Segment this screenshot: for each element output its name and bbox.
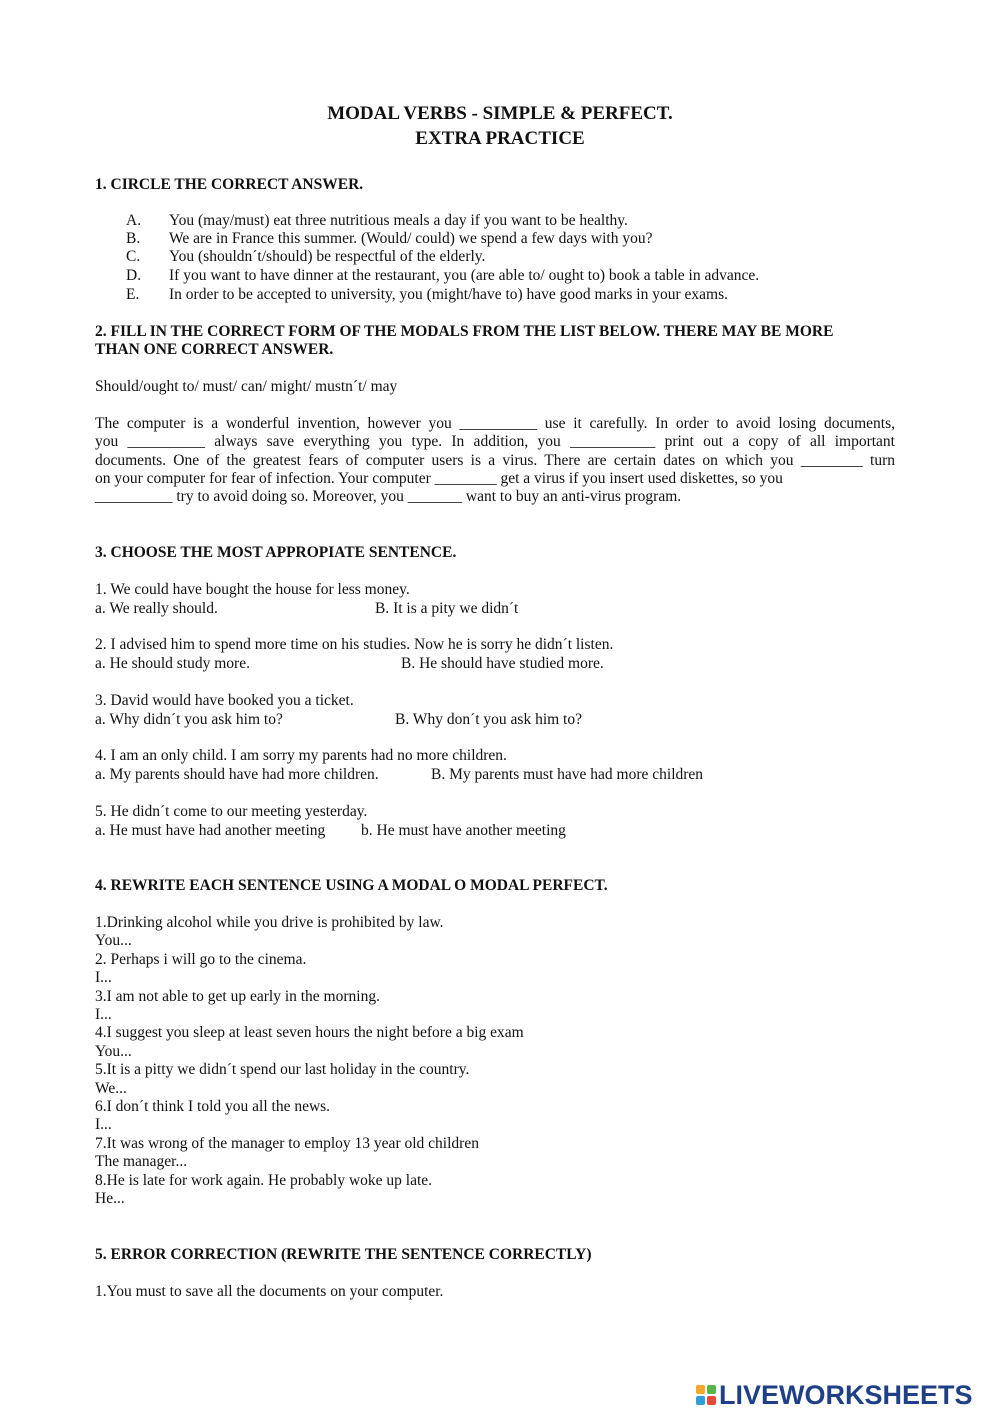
logo-square [707, 1396, 716, 1405]
item-letter: D. [126, 267, 142, 284]
rewrite-sentence: 6.I don´t think I told you all the news. [95, 1098, 331, 1115]
logo-square [707, 1385, 716, 1394]
option-b: B. He should have studied more. [401, 655, 604, 672]
option-a: a. Why didn´t you ask him to? [95, 711, 283, 728]
option-a: a. My parents should have had more children. [95, 766, 379, 783]
paragraph-line: on your computer for fear of infection. Your computer ________ get a virus if you insert used diskettes, so you [95, 469, 783, 487]
option-b: b. He must have another meeting [361, 822, 566, 839]
rewrite-start: You... [95, 932, 132, 949]
option-a: a. We really should. [95, 600, 218, 617]
section2-heading-line2: THAN ONE CORRECT ANSWER. [95, 341, 334, 358]
item-letter: C. [126, 248, 141, 265]
item-letter: B. [126, 230, 141, 247]
rewrite-sentence: 8.He is late for work again. He probably woke up late. [95, 1172, 433, 1189]
item-text: In order to be accepted to university, you (might/have to) have good marks in your exams. [169, 286, 728, 303]
paragraph-line: documents. One of the greatest fears of computer users is a virus. There are certain dates on which you ________ turn [95, 451, 895, 469]
question-text: 2. I advised him to spend more time on his studies. Now he is sorry he didn´t listen. [95, 636, 614, 653]
question-text: 4. I am an only child. I am sorry my parents had no more children. [95, 747, 507, 764]
section1-heading: 1. CIRCLE THE CORRECT ANSWER. [95, 176, 364, 193]
fill-in-paragraph [95, 415, 895, 506]
rewrite-sentence: 5.It is a pitty we didn´t spend our last holiday in the country. [95, 1061, 470, 1078]
question-text: 5. He didn´t come to our meeting yesterday. [95, 803, 368, 820]
page-subtitle: EXTRA PRACTICE [415, 128, 585, 149]
section3-heading: 3. CHOOSE THE MOST APPROPIATE SENTENCE. [95, 544, 457, 561]
item-letter: E. [126, 286, 140, 303]
section5-heading: 5. ERROR CORRECTION (REWRITE THE SENTENCE CORRECTLY) [95, 1246, 592, 1263]
rewrite-start: The manager... [95, 1153, 188, 1170]
item-text: You (may/must) eat three nutritious meals a day if you want to be healthy. [169, 212, 628, 229]
question-text: 3. David would have booked you a ticket. [95, 692, 354, 709]
rewrite-start: I... [95, 1116, 112, 1133]
rewrite-sentence: 7.It was wrong of the manager to employ 13 year old children [95, 1135, 479, 1152]
paragraph-line: __________ try to avoid doing so. Moreover, you _______ want to buy an anti-virus program. [95, 488, 682, 506]
item-letter: A. [126, 212, 142, 229]
page-title: MODAL VERBS - SIMPLE & PERFECT. [327, 103, 673, 124]
logo-grid-icon [696, 1385, 716, 1405]
modal-word-list: Should/ought to/ must/ can/ might/ mustn´t/ may [95, 378, 398, 395]
option-b: B. My parents must have had more children [431, 766, 704, 783]
option-a: a. He must have had another meeting [95, 822, 326, 839]
item-text: You (shouldn´t/should) be respectful of the elderly. [169, 248, 486, 265]
item-text: We are in France this summer. (Would/ could) we spend a few days with you? [169, 230, 653, 247]
rewrite-sentence: 1.Drinking alcohol while you drive is prohibited by law. [95, 914, 444, 931]
rewrite-sentence: 4.I suggest you sleep at least seven hours the night before a big exam [95, 1024, 524, 1041]
option-a: a. He should study more. [95, 655, 250, 672]
rewrite-start: I... [95, 969, 112, 986]
option-b: B. Why don´t you ask him to? [395, 711, 582, 728]
rewrite-sentence: 2. Perhaps i will go to the cinema. [95, 951, 307, 968]
paragraph-line: The computer is a wonderful invention, however you __________ use it carefully. In order to avoid losing documents, [95, 415, 895, 432]
logo-square [696, 1396, 705, 1405]
rewrite-start: I... [95, 1006, 112, 1023]
rewrite-start: We... [95, 1080, 127, 1097]
item-text: If you want to have dinner at the restaurant, you (are able to/ ought to) book a table in advance. [169, 267, 760, 284]
rewrite-start: You... [95, 1043, 132, 1060]
error-sentence: 1.You must to save all the documents on your computer. [95, 1283, 444, 1300]
logo-square [696, 1385, 705, 1394]
logo-text: LIVEWORKSHEETS [719, 1379, 973, 1410]
question-text: 1. We could have bought the house for less money. [95, 581, 410, 598]
rewrite-sentence: 3.I am not able to get up early in the morning. [95, 988, 380, 1005]
section2-heading-line1: 2. FILL IN THE CORRECT FORM OF THE MODALS FROM THE LIST BELOW. THERE MAY BE MORE [95, 323, 834, 340]
liveworksheets-logo [696, 1378, 973, 1412]
section4-heading: 4. REWRITE EACH SENTENCE USING A MODAL O MODAL PERFECT. [95, 877, 608, 894]
rewrite-start: He... [95, 1190, 125, 1207]
option-b: B. It is a pity we didn´t [375, 600, 519, 617]
paragraph-line: you __________ always save everything you type. In addition, you ___________ print out a copy of all important [95, 433, 895, 451]
